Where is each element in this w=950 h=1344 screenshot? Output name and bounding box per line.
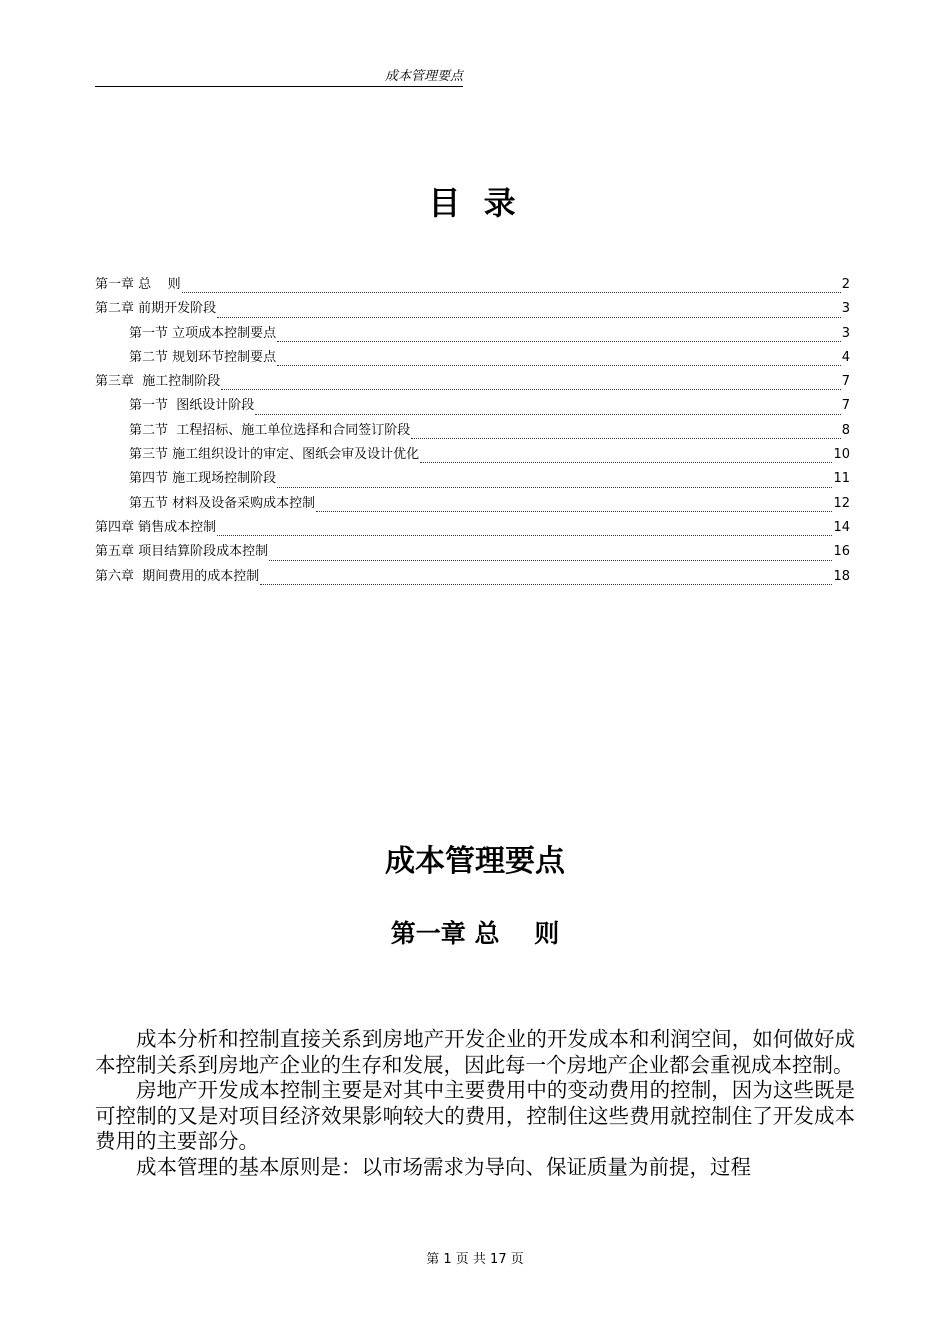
toc-entry-text: 第三章 施工控制阶段 [95, 374, 221, 390]
toc-entry-page: 8 [841, 422, 850, 438]
toc-entry-page: 11 [833, 471, 850, 487]
toc-entry[interactable] [95, 348, 850, 372]
toc-entry-text: 第六章 期间费用的成本控制 [95, 568, 260, 584]
toc-entry[interactable] [95, 542, 850, 566]
paragraph: 成本管理的基本原则是：以市场需求为导向、保证质量为前提，过程 [136, 1154, 751, 1179]
toc-dot-leader [182, 281, 841, 293]
toc-entry-page: 3 [841, 301, 850, 317]
table-of-contents [95, 275, 850, 591]
toc-entry-text: 第一章 总 则 [95, 277, 181, 292]
paragraph: 房地产开发成本控制主要是对其中主要费用中的变动费用的控制，因为这些既是可控制的又是对项目经济效果影响较大的费用，控制住这些费用就控制住了开发成本费用的主要部分。 [95, 1078, 855, 1153]
toc-entry-text: 第五章 项目结算阶段成本控制 [95, 544, 269, 560]
toc-entry[interactable] [95, 299, 850, 323]
toc-entry-text: 第四节 施工现场控制阶段 [129, 471, 277, 487]
toc-entry-page: 7 [841, 398, 850, 414]
toc-dot-leader [255, 403, 840, 415]
toc-entry[interactable] [95, 421, 850, 445]
toc-entry-text: 第四章 销售成本控制 [95, 519, 217, 535]
toc-entry-text: 第二节 规划环节控制要点 [129, 349, 277, 365]
toc-entry-page: 10 [833, 447, 850, 463]
paragraph: 成本分析和控制直接关系到房地产开发企业的开发成本和利润空间，如何做好成本控制关系到房地产企业的生存和发展，因此每一个房地产企业都会重视成本控制。 [95, 1027, 855, 1077]
toc-entry-page: 7 [841, 374, 850, 390]
page-header: 成本管理要点 [95, 68, 463, 87]
toc-dot-leader [269, 549, 832, 561]
toc-entry[interactable] [95, 324, 850, 348]
toc-entry[interactable] [95, 396, 850, 420]
toc-entry-text: 第二节 工程招标、施工单位选择和合同签订阶段 [129, 422, 411, 438]
toc-entry[interactable] [95, 275, 850, 299]
toc-entry-page: 14 [833, 519, 850, 535]
toc-entry-text: 第一节 图纸设计阶段 [129, 398, 255, 414]
toc-entry-text: 第三节 施工组织设计的审定、图纸会审及设计优化 [129, 447, 420, 463]
toc-entry-page: 4 [841, 349, 850, 365]
toc-dot-leader [316, 500, 832, 512]
toc-entry[interactable] [95, 445, 850, 469]
toc-dot-leader [411, 427, 840, 439]
toc-title: 目 录 [428, 184, 522, 222]
body-text [95, 1027, 855, 1180]
toc-dot-leader [217, 524, 832, 536]
toc-entry-text: 第二章 前期开发阶段 [95, 301, 217, 317]
toc-entry-page: 2 [841, 277, 850, 292]
toc-entry[interactable] [95, 494, 850, 518]
toc-dot-leader [221, 378, 840, 390]
toc-dot-leader [217, 306, 841, 318]
chapter-title: 第一章 总 则 [390, 919, 560, 948]
toc-entry-text: 第五节 材料及设备采购成本控制 [129, 495, 316, 511]
toc-entry-page: 18 [833, 568, 850, 584]
toc-entry-page: 16 [833, 544, 850, 560]
toc-dot-leader [277, 476, 832, 488]
toc-entry[interactable] [95, 372, 850, 396]
document-title: 成本管理要点 [385, 844, 565, 879]
toc-dot-leader [420, 451, 832, 463]
page-footer: 第 1 页 共 17 页 [426, 1252, 524, 1267]
toc-entry-page: 3 [841, 325, 850, 341]
toc-dot-leader [277, 330, 841, 342]
toc-dot-leader [260, 573, 832, 585]
toc-entry-text: 第一节 立项成本控制要点 [129, 325, 277, 341]
toc-entry[interactable] [95, 518, 850, 542]
toc-entry-page: 12 [833, 495, 850, 511]
toc-dot-leader [277, 354, 841, 366]
toc-entry[interactable] [95, 469, 850, 493]
toc-entry[interactable] [95, 567, 850, 591]
